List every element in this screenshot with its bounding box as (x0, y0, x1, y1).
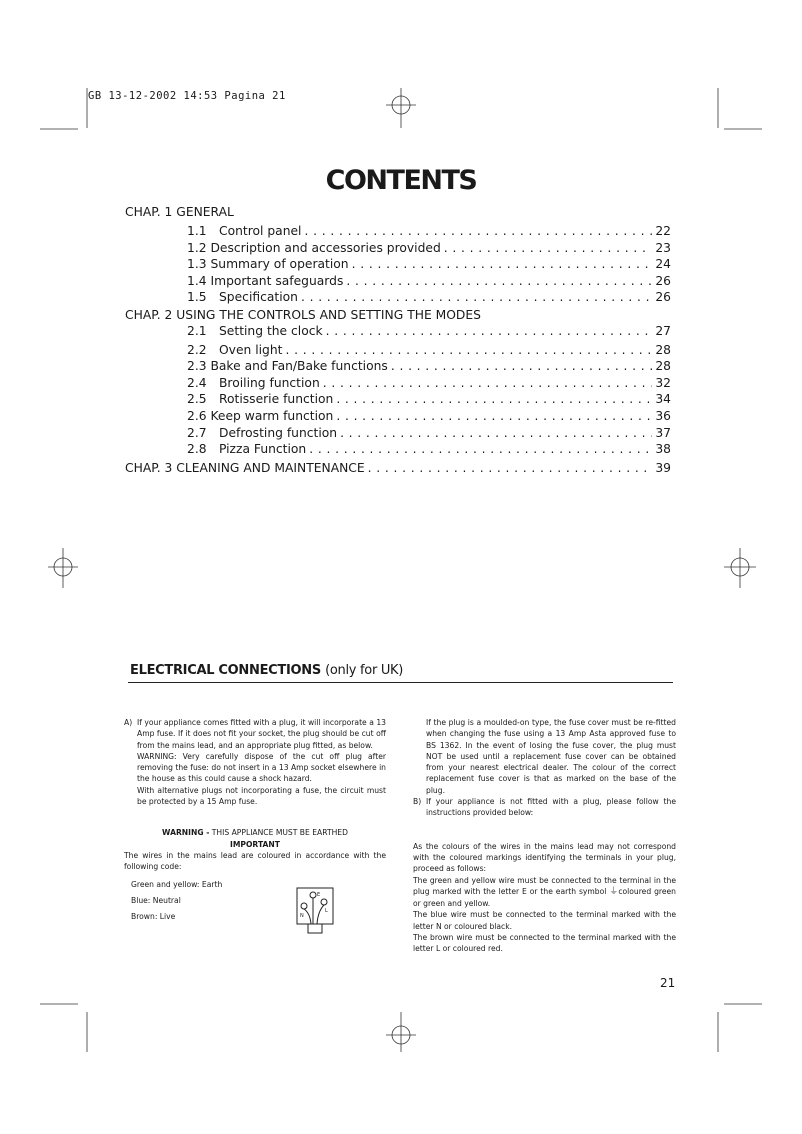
paragraph: If the plug is a moulded-on type, the fuse cover must be re-fitted when changing the fuse using a 13 Amp Asta approved fuse to BS 1362. In the event of losing the fuse cover, the plug must NOT be used until a replacement fuse cover can be obtained from your nearest electrical dealer. The colour of the correct replacement fuse cover is that as marked on the base of the plug. (426, 718, 676, 795)
toc-entry-page: 32 (655, 376, 671, 390)
toc-entry-number: 2.5 (187, 392, 207, 406)
toc-leader-dots (301, 290, 652, 304)
toc-entry-title: Oven light (219, 343, 283, 357)
plug-label-e: E (317, 892, 321, 898)
toc-entry-page: 27 (655, 324, 671, 338)
paragraph: With alternative plugs not incorporating a fuse, the circuit must be protected by a 15 Amp fuse. (137, 785, 386, 807)
toc-entry-page: 26 (655, 290, 671, 304)
toc-entry-title: 1.4 Important safeguards (187, 274, 344, 288)
section-subtitle: (only for UK) (325, 663, 404, 678)
toc-leader-dots (323, 376, 653, 390)
important-heading: IMPORTANT (230, 839, 280, 849)
toc-entry-title: 2.3 Bake and Fan/Bake functions (187, 359, 388, 373)
toc-chapter[interactable] (125, 461, 671, 478)
toc-entry[interactable] (187, 224, 671, 241)
toc-entry-number: 2.8 (187, 442, 207, 456)
paragraph: As the colours of the wires in the mains lead may not correspond with the coloured markings identifying the terminals in your plug, proceed as follows: (413, 841, 676, 874)
plug-label-n: N (300, 913, 304, 919)
toc-entry-number: 1.1 (187, 224, 207, 238)
toc-entry-title: Defrosting function (219, 426, 338, 440)
toc-entry-title: CHAP. 3 CLEANING AND MAINTENANCE (125, 461, 365, 475)
toc-entry-title: Pizza Function (219, 442, 307, 456)
toc-entry-page: 37 (655, 426, 671, 440)
paragraph-text: coloured green or green and yellow. (413, 886, 676, 909)
toc-leader-dots (368, 461, 653, 475)
paragraph: WARNING: Very carefully dispose of the cut off plug after removing the fuse: do not insert in a 13 Amp socket elsewhere in the house as this could cause a shock hazard. (137, 751, 386, 784)
paragraph: The blue wire must be connected to the terminal marked with the letter N or coloured black. (413, 910, 676, 931)
paragraph (413, 875, 676, 910)
toc-entry[interactable] (187, 359, 671, 376)
paragraph: The brown wire must be connected to the terminal marked with the letter L or coloured red. (413, 933, 676, 954)
toc-leader-dots (391, 359, 653, 373)
section-divider (128, 682, 673, 683)
toc-entry[interactable] (187, 257, 671, 274)
item-label: A) (124, 718, 133, 727)
toc-entry-number: 1.5 (187, 290, 207, 304)
toc-entry-title: 1.3 Summary of operation (187, 257, 349, 271)
paragraph: If your appliance comes fitted with a plug, it will incorporate a 13 Amp fuse. If it does not fit your socket, the plug should be cut off from the mains lead, and an appropriate plug fitted, as below. (137, 718, 386, 750)
toc-leader-dots (326, 324, 653, 338)
toc-entry-title: Rotisserie function (219, 392, 334, 406)
warning-text: THIS APPLIANCE MUST BE EARTHED (209, 828, 348, 838)
toc-entry-title: Specification (219, 290, 298, 304)
toc-entry-page: 22 (655, 224, 671, 238)
wire-code: Blue: Neutral (131, 895, 181, 905)
toc-entry-title: Setting the clock (219, 324, 323, 338)
toc-chapter[interactable] (125, 308, 481, 325)
toc-leader-dots (309, 442, 652, 456)
toc-entry[interactable] (187, 426, 671, 443)
wire-code: Brown: Live (131, 911, 176, 921)
section-title-text: ELECTRICAL CONNECTIONS (130, 663, 321, 678)
item-label: B) (413, 797, 422, 807)
paragraph-text: The green and yellow wire must be connected to the terminal in the plug marked with the letter E or the earth symbol (413, 875, 676, 896)
toc-entry-title: Control panel (219, 224, 302, 238)
warning-line (124, 827, 386, 838)
toc-entry[interactable] (187, 442, 671, 459)
toc-entry-page: 28 (655, 359, 671, 373)
toc-entry-page: 38 (655, 442, 671, 456)
toc-entry[interactable] (187, 409, 671, 426)
toc-entry-title: Broiling function (219, 376, 320, 390)
wire-codes (124, 877, 386, 925)
toc-entry[interactable] (187, 241, 671, 258)
plug-label-l: L (325, 908, 328, 914)
toc-entry-page: 39 (655, 461, 671, 475)
toc-entry[interactable] (187, 376, 671, 393)
toc-entry-page: 24 (655, 257, 671, 271)
left-column (124, 717, 386, 925)
toc-leader-dots (336, 392, 652, 406)
toc-leader-dots (352, 257, 653, 271)
toc-entry-page: 28 (655, 343, 671, 357)
toc-entry[interactable] (187, 343, 671, 360)
plug-wiring-diagram-icon (296, 887, 336, 935)
toc-leader-dots (285, 343, 652, 357)
warning-label: WARNING - (162, 828, 210, 838)
toc-entry-page: 26 (655, 274, 671, 288)
toc-leader-dots (346, 274, 652, 288)
toc-entry[interactable] (187, 324, 671, 341)
print-slug: GB 13-12-2002 14:53 Pagina 21 (88, 90, 286, 102)
toc-entry-title: 2.6 Keep warm function (187, 409, 334, 423)
toc-leader-dots (444, 241, 653, 255)
section-title (130, 663, 403, 678)
toc-entry-number: 2.2 (187, 343, 207, 357)
toc-leader-dots (336, 409, 652, 423)
toc-entry-number: 2.1 (187, 324, 207, 338)
page-title: CONTENTS (325, 165, 477, 196)
toc-entry[interactable] (187, 290, 671, 307)
toc-entry-title: 1.2 Description and accessories provided (187, 241, 441, 255)
paragraph: If your appliance is not fitted with a plug, please follow the instructions provided below: (426, 797, 676, 818)
earth-symbol-icon: ⏚ (609, 886, 619, 897)
toc-entry-page: 36 (655, 409, 671, 423)
toc-entry[interactable] (187, 274, 671, 291)
page-number: 21 (660, 976, 676, 990)
wire-code: Green and yellow: Earth (131, 879, 223, 889)
paragraph: The wires in the mains lead are coloured in accordance with the following code: (124, 850, 386, 872)
toc-entry-page: 23 (655, 241, 671, 255)
toc-leader-dots (304, 224, 652, 238)
toc-entry-number: 2.4 (187, 376, 207, 390)
toc-entry-number: 2.7 (187, 426, 207, 440)
toc-entry-page: 34 (655, 392, 671, 406)
toc-chapter[interactable] (125, 205, 234, 222)
toc-chapter-label: CHAP. 1 GENERAL (125, 205, 234, 219)
toc-leader-dots (340, 426, 652, 440)
toc-entry[interactable] (187, 392, 671, 409)
toc-chapter-label: CHAP. 2 USING THE CONTROLS AND SETTING THE MODES (125, 308, 481, 322)
right-column (413, 717, 676, 955)
